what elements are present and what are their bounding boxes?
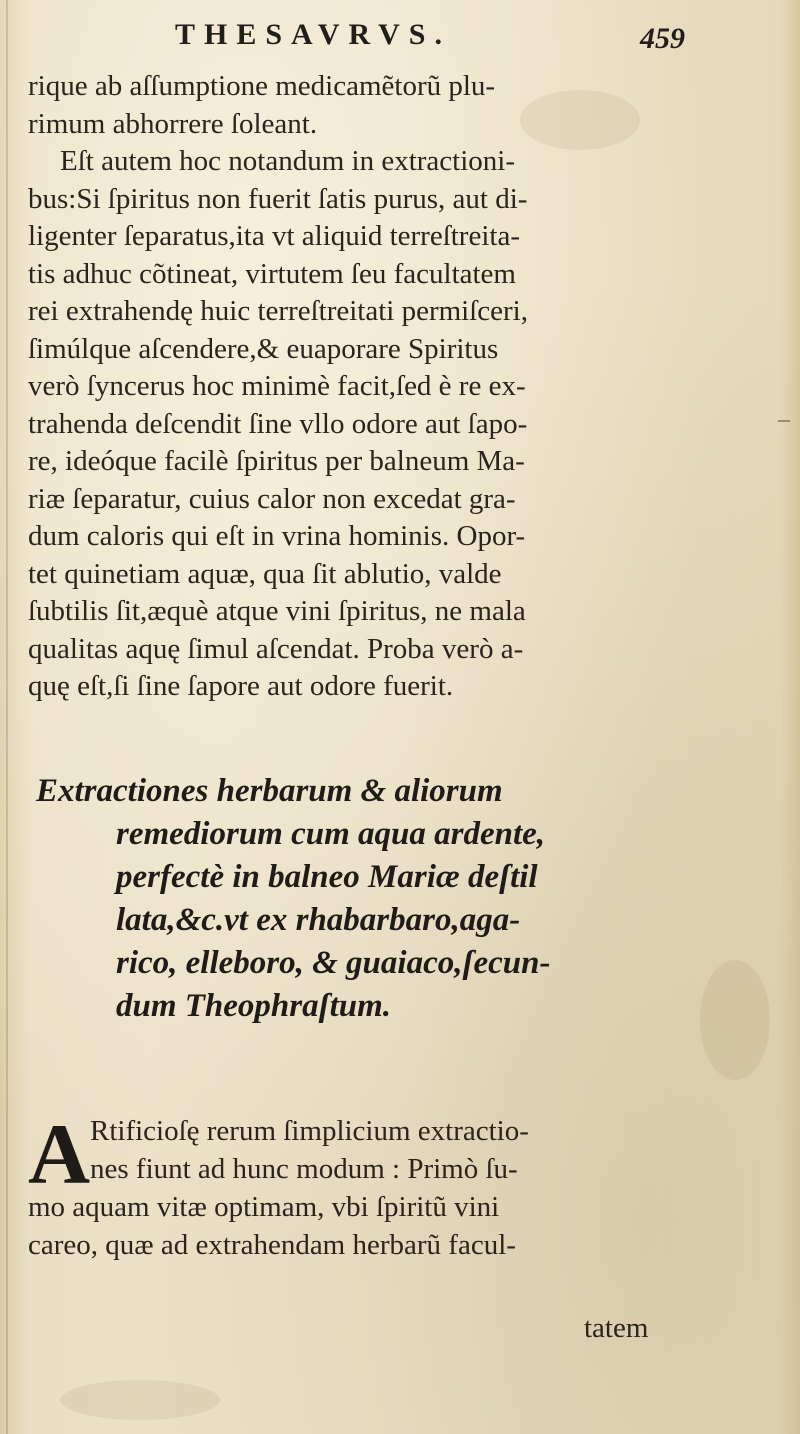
text-line: ſubtilis ſit,æquè atque vini ſpiritus, ne mala <box>28 595 526 627</box>
text-line: re, ideóque facilè ſpiritus per balneum Ma- <box>28 445 525 477</box>
page-number: 459 <box>640 22 685 55</box>
heading-line: perfectè in balneo Mariæ deſtil <box>116 859 538 895</box>
text-line: rique ab aſſumptione medicamẽtorũ plu- <box>28 70 496 102</box>
drop-capital: A <box>28 1106 91 1202</box>
heading-line: lata,&c.vt ex rhabarbaro,aga- <box>116 902 521 938</box>
text-line: mo aquam vitæ optimam, vbi ſpiritũ vini <box>28 1191 500 1223</box>
text-line: trahenda deſcendit ſine vllo odore aut ſapo- <box>28 407 528 440</box>
text-line: qualitas aquę ſimul aſcendat. Proba verò a- <box>28 632 524 665</box>
text-line: nes fiunt ad hunc modum : Primò ſu- <box>90 1153 518 1185</box>
text-line: verò ſyncerus hoc minimè facit,ſed è re ex- <box>28 370 526 402</box>
page-gutter <box>6 0 8 1434</box>
text-line: quę eſt,ſi ſine ſapore aut odore fuerit. <box>28 670 454 702</box>
text-line: careo, quæ ad extrahendam herbarũ facul- <box>28 1229 516 1261</box>
text-line: rimum abhorrere ſoleant. <box>28 107 318 140</box>
text-line: ſimúlque aſcendere,& euaporare Spiritus <box>28 332 499 365</box>
heading-line: Extractiones herbarum & aliorum <box>36 773 503 809</box>
paragraph-2 <box>28 1106 698 1264</box>
text-line: rei extrahendę huic terreſtreitati permiſceri, <box>28 295 528 327</box>
text-line: dum caloris qui eſt in vrina hominis. Opor- <box>28 520 526 552</box>
text-line: Eſt autem hoc notandum in extractioni- <box>60 145 516 177</box>
margin-mark <box>778 420 790 422</box>
paper-stain <box>60 1380 220 1420</box>
catchword: tatem <box>584 1312 649 1344</box>
heading-line: rico, elleboro, & guaiaco,ſecun- <box>116 945 551 981</box>
page-header <box>0 12 800 58</box>
paragraph-1 <box>28 68 688 706</box>
text-line: tet quinetiam aquæ, qua ſit ablutio, valde <box>28 557 502 590</box>
section-heading <box>36 770 716 1028</box>
heading-line: remediorum cum aqua ardente, <box>116 816 546 852</box>
text-line: ligenter ſeparatus,ita vt aliquid terreſtreita- <box>28 220 520 252</box>
text-line: riæ ſeparatur, cuius calor non excedat gra- <box>28 482 516 515</box>
running-title: THESAVRVS. <box>175 18 451 51</box>
text-line: Rtificioſę rerum ſimplicium extractio- <box>90 1115 529 1147</box>
text-line: tis adhuc cõtineat, virtutem ſeu facultatem <box>28 257 516 290</box>
text-line: bus:Si ſpiritus non fuerit ſatis purus, aut di- <box>28 182 528 215</box>
heading-line: dum Theophraſtum. <box>116 988 392 1024</box>
